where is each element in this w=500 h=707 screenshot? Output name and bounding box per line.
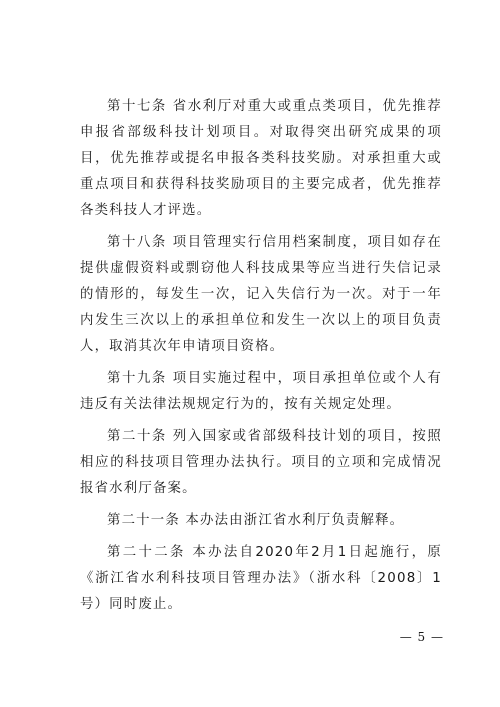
article-20: 第二十条 列入国家或省部级科技计划的项目，按照相应的科技项目管理办法执行。项目的立项和完成情况报省水利厅备案。	[80, 429, 442, 496]
article-18: 第十八条 项目管理实行信用档案制度，项目如存在提供虚假资料或剽窃他人科技成果等应当进行失信记录的情形的，每发生一次，记入失信行为一次。对于一年内发生三次以上的承担单位和发生一次以上的项目负责人，取消其次年申请项目资格。	[80, 235, 442, 354]
article-17: 第十七条 省水利厅对重大或重点类项目，优先推荐申报省部级科技计划项目。对取得突出研究成果的项目，优先推荐或提名申报各类科技奖励。对承担重大或重点项目和获得科技奖励项目的主要完成者，优先推荐各类科技人才评选。	[80, 99, 442, 218]
page-number: — 5 —	[399, 630, 444, 644]
article-21: 第二十一条 本办法由浙江省水利厅负责解释。	[107, 513, 405, 528]
document-body	[80, 94, 442, 624]
article-19: 第十九条 项目实施过程中，项目承担单位或个人有违反有关法律法规规定行为的，按有关规定处理。	[80, 371, 442, 412]
article-22: 第二十二条 本办法自2020年2月1日起施行，原《浙江省水利科技项目管理办法》（浙水科〔2008〕1号）同时废止。	[80, 545, 442, 612]
